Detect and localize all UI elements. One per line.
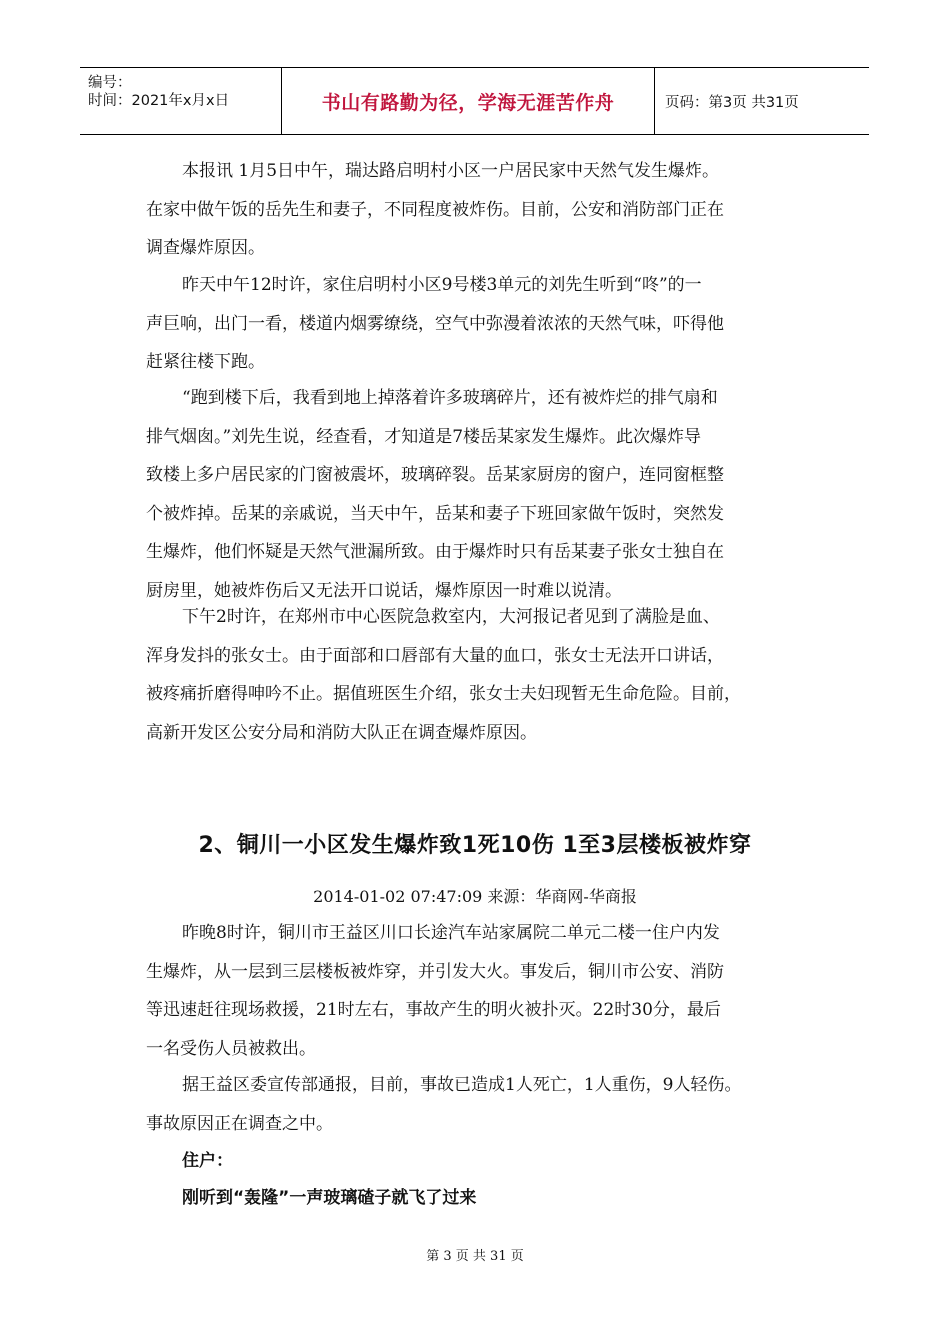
text-line: 等迅速赶往现场救援，21时左右，事故产生的明火被扑灭。22时30分，最后 bbox=[146, 1000, 721, 1020]
time-label: 时间：2021年x月x日 bbox=[88, 93, 230, 109]
text-line: 事故原因正在调查之中。 bbox=[146, 1113, 333, 1134]
text-line: 下午2时许，在郑州市中心医院急救室内，大河报记者见到了满脸是血、 bbox=[182, 607, 720, 627]
text-line: 排气烟囱。”刘先生说，经查看，才知道是7楼岳某家发生爆炸。此次爆炸导 bbox=[146, 426, 702, 447]
text-line: 生爆炸，从一层到三层楼板被炸穿，并引发大火。事发后，铜川市公安、消防 bbox=[146, 961, 724, 982]
text-line: 被疼痛折磨得呻吟不止。据值班医生介绍，张女士夫妇现暂无生命危险。目前， bbox=[146, 684, 741, 704]
text-line: 高新开发区公安分局和消防大队正在调查爆炸原因。 bbox=[146, 722, 537, 743]
text-line: 个被炸掉。岳某的亲戚说，当天中午，岳某和妻子下班回家做午饭时，突然发 bbox=[146, 503, 724, 524]
article1-paragraph-1 bbox=[146, 152, 806, 268]
text-line: 在家中做午饭的岳先生和妻子，不同程度被炸伤。目前，公安和消防部门正在 bbox=[146, 199, 724, 220]
text-line: 致楼上多户居民家的门窗被震坏，玻璃碎裂。岳某家厨房的窗户，连同窗框整 bbox=[146, 465, 724, 485]
text-line: 据王益区委宣传部通报，目前，事故已造成1人死亡，1人重伤，9人轻伤。 bbox=[182, 1075, 742, 1095]
article2-paragraph-1 bbox=[146, 914, 806, 1068]
article1-paragraph-3 bbox=[146, 379, 806, 610]
text-line: 本报讯 1月5日中午，瑞达路启明村小区一户居民家中天然气发生爆炸。 bbox=[182, 161, 720, 181]
header-meta bbox=[80, 68, 282, 134]
text-line: 一名受伤人员被救出。 bbox=[146, 1038, 316, 1059]
serial-label: 编号： bbox=[88, 75, 132, 91]
text-line: 生爆炸，他们怀疑是天然气泄漏所致。由于爆炸时只有岳某妻子张女士独自在 bbox=[146, 542, 724, 562]
article2-dateline: 2014-01-02 07:47:09 来源：华商网-华商报 bbox=[313, 887, 637, 906]
text-line: 调查爆炸原因。 bbox=[146, 238, 265, 258]
text-line: 浑身发抖的张女士。由于面部和口唇部有大量的血口，张女士无法开口讲话， bbox=[146, 645, 724, 666]
article2-title: 2、铜川一小区发生爆炸致1死10伤 1至3层楼板被炸穿 bbox=[198, 833, 752, 858]
header-page-info: 页码：第3页 共31页 bbox=[665, 94, 799, 111]
header-table bbox=[80, 67, 869, 135]
article1-paragraph-2 bbox=[146, 266, 806, 382]
subhead-resident: 住户： bbox=[182, 1151, 233, 1171]
subhead-quote: 刚听到“轰隆”一声玻璃碴子就飞了过来 bbox=[182, 1188, 477, 1208]
page-footer: 第 3 页 共 31 页 bbox=[426, 1249, 524, 1264]
header-motto: 书山有路勤为径，学海无涯苦作舟 bbox=[282, 68, 655, 134]
text-line: 赶紧往楼下跑。 bbox=[146, 352, 265, 372]
article1-paragraph-4 bbox=[146, 598, 806, 752]
text-line: 厨房里，她被炸伤后又无法开口说话，爆炸原因一时难以说清。 bbox=[146, 580, 622, 601]
text-line: 声巨响，出门一看，楼道内烟雾缭绕，空气中弥漫着浓浓的天然气味，吓得他 bbox=[146, 313, 724, 334]
text-line: 昨天中午12时许，家住启明村小区9号楼3单元的刘先生听到“咚”的一 bbox=[182, 275, 702, 295]
text-line: 昨晚8时许，铜川市王益区川口长途汽车站家属院二单元二楼一住户内发 bbox=[182, 923, 720, 943]
text-line: “跑到楼下后，我看到地上掉落着许多玻璃碎片，还有被炸烂的排气扇和 bbox=[182, 388, 718, 408]
article2-paragraph-2 bbox=[146, 1066, 806, 1143]
